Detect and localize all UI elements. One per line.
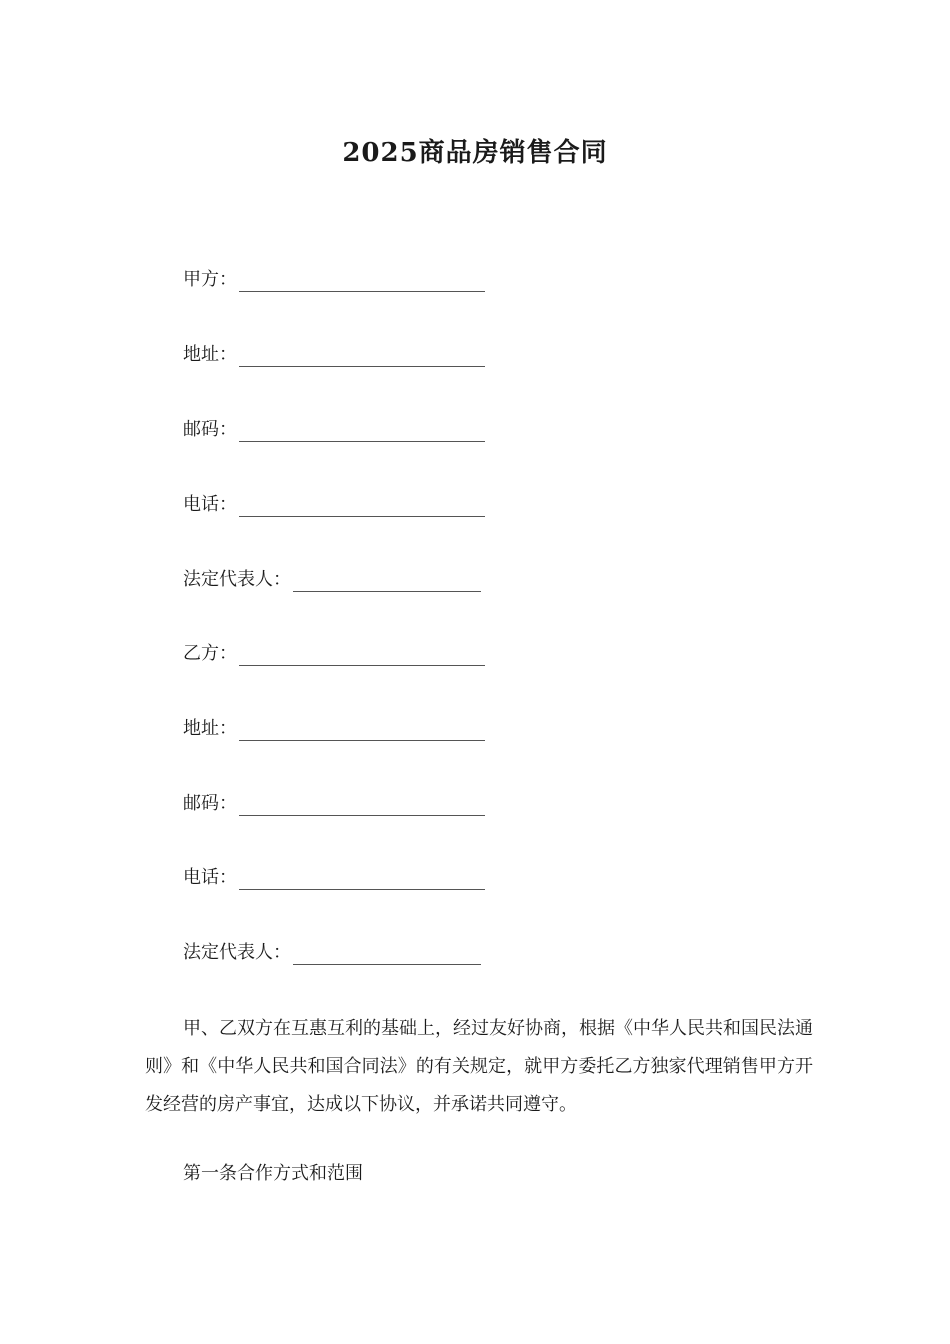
party-b-rep-label: 法定代表人： <box>183 942 291 963</box>
party-b-address-blank[interactable] <box>239 718 485 741</box>
party-a-address-label: 地址： <box>183 344 237 365</box>
party-b-phone-label: 电话： <box>183 867 237 888</box>
party-a-phone-blank[interactable] <box>239 494 485 517</box>
party-a-postcode-blank[interactable] <box>239 419 485 442</box>
party-a-address-field <box>183 337 485 367</box>
party-a-rep-blank[interactable] <box>293 569 481 592</box>
party-a-phone-field <box>183 487 485 517</box>
party-a-rep-label: 法定代表人： <box>183 569 291 590</box>
party-b-rep-blank[interactable] <box>293 942 481 965</box>
party-a-label: 甲方： <box>183 269 237 290</box>
party-b-address-field <box>183 711 485 741</box>
party-b-label: 乙方： <box>183 643 237 664</box>
party-a-postcode-field <box>183 412 485 442</box>
article-1-heading: 第一条合作方式和范围 <box>183 1163 363 1184</box>
party-a-blank[interactable] <box>239 269 485 292</box>
party-b-phone-field <box>183 860 485 890</box>
party-a-postcode-label: 邮码： <box>183 419 237 440</box>
party-b-blank[interactable] <box>239 643 485 666</box>
party-b-postcode-blank[interactable] <box>239 793 485 816</box>
document-title: 2025商品房销售合同 <box>342 138 608 168</box>
party-b-rep-field <box>183 935 481 965</box>
party-a-phone-label: 电话： <box>183 494 237 515</box>
party-b-address-label: 地址： <box>183 718 237 739</box>
party-b-postcode-label: 邮码： <box>183 793 237 814</box>
party-b-postcode-field <box>183 786 485 816</box>
preamble-paragraph: 甲、乙双方在互惠互利的基础上，经过友好协商，根据《中华人民共和国民法通则》和《中华人民共和国合同法》的有关规定，就甲方委托乙方独家代理销售甲方开发经营的房产事宜，达成以下协议，并承诺共同遵守。 <box>145 1018 813 1115</box>
party-b-field <box>183 636 485 666</box>
party-a-address-blank[interactable] <box>239 344 485 367</box>
party-b-phone-blank[interactable] <box>239 867 485 890</box>
party-a-rep-field <box>183 562 481 592</box>
party-a-field <box>183 262 485 292</box>
